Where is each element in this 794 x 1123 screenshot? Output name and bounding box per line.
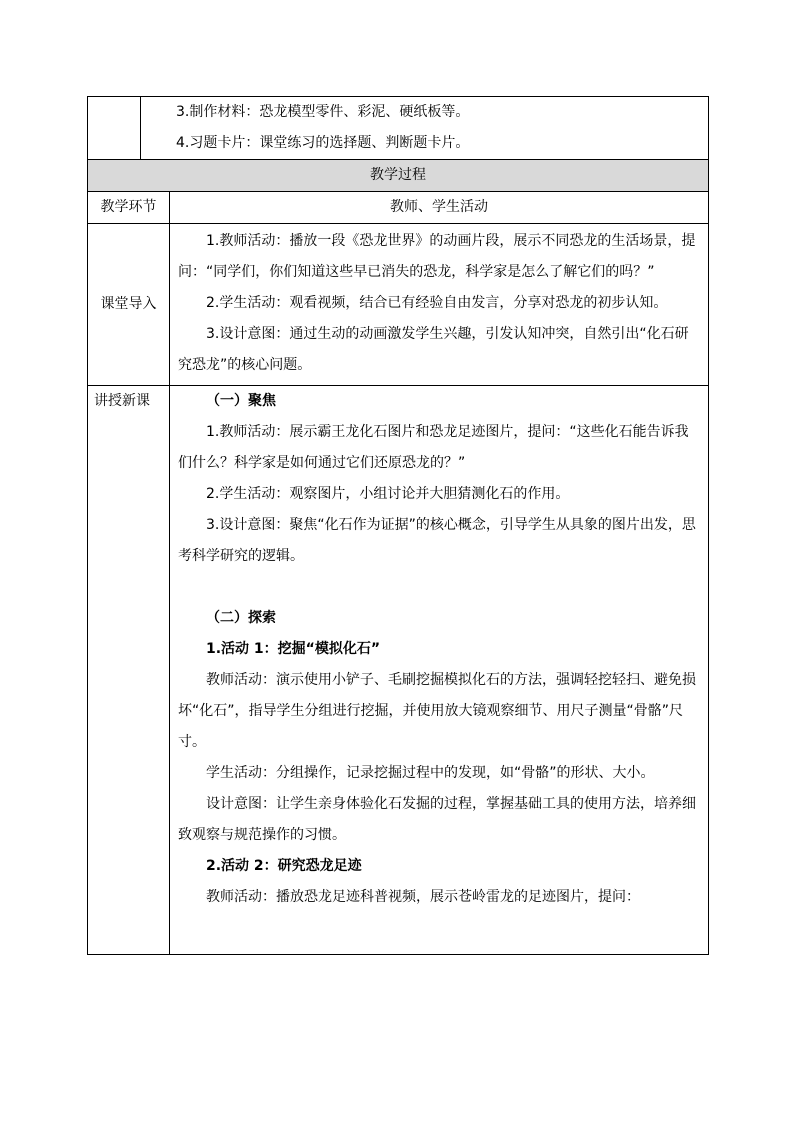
intro-student-activity: 2.学生活动：观看视频，结合已有经验自由发言，分享对恐龙的初步认知。: [206, 295, 668, 311]
focus-heading: （一）聚焦: [206, 393, 276, 409]
intro-content-cell: [170, 224, 709, 386]
explore-heading: （二）探索: [206, 610, 276, 626]
new-lesson-stage-label: 讲授新课: [88, 386, 170, 955]
process-header-row: [88, 192, 709, 224]
activity-1-heading: 1.活动 1：挖掘“模拟化石”: [206, 641, 381, 657]
activity-2-teacher: 教师活动：播放恐龙足迹科普视频，展示苍岭雷龙的足迹图片，提问：: [206, 889, 640, 905]
focus-design-intent: 3.设计意图：聚焦“化石作为证据”的核心概念，引导学生从具象的图片出发，思考科学研究的逻辑。: [178, 517, 696, 564]
lesson-plan-table: [87, 96, 709, 955]
materials-content-cell: [141, 97, 709, 160]
materials-item-4: 4.习题卡片：课堂练习的选择题、判断题卡片。: [176, 135, 470, 151]
process-title-row: [88, 160, 709, 192]
intro-stage-label: 课堂导入: [88, 224, 170, 386]
activity-1-student: 学生活动：分组操作，记录挖掘过程中的发现，如“骨骼”的形状、大小。: [206, 765, 655, 781]
intro-row: [88, 224, 709, 386]
activity-column-header: 教师、学生活动: [170, 192, 709, 224]
intro-design-intent: 3.设计意图：通过生动的动画激发学生兴趣，引发认知冲突，自然引出“化石研究恐龙”的核心问题。: [178, 326, 689, 373]
stage-column-header: 教学环节: [88, 192, 170, 224]
materials-row: [88, 97, 709, 160]
focus-student-activity: 2.学生活动：观察图片，小组讨论并大胆猜测化石的作用。: [206, 486, 570, 502]
materials-blank-cell: [88, 97, 141, 160]
new-lesson-content-cell: [170, 386, 709, 955]
spacer: [170, 572, 708, 603]
process-title: 教学过程: [88, 160, 709, 192]
materials-item-3: 3.制作材料：恐龙模型零件、彩泥、硬纸板等。: [176, 104, 470, 120]
activity-1-design: 设计意图：让学生亲身体验化石发掘的过程，掌握基础工具的使用方法，培养细致观察与规范操作的习惯。: [178, 796, 696, 843]
intro-teacher-activity: 1.教师活动：播放一段《恐龙世界》的动画片段，展示不同恐龙的生活场景，提问：“同学们，你们知道这些早已消失的恐龙，科学家是怎么了解它们的吗？”: [178, 233, 696, 280]
activity-1-teacher: 教师活动：演示使用小铲子、毛刷挖掘模拟化石的方法，强调轻挖轻扫、避免损坏“化石”，指导学生分组进行挖掘，并使用放大镜观察细节、用尺子测量“骨骼”尺寸。: [178, 672, 696, 750]
focus-teacher-activity: 1.教师活动：展示霸王龙化石图片和恐龙足迹图片，提问：“这些化石能告诉我们什么？科学家是如何通过它们还原恐龙的？”: [178, 424, 689, 471]
new-lesson-row: [88, 386, 709, 955]
activity-2-heading: 2.活动 2：研究恐龙足迹: [206, 858, 362, 874]
